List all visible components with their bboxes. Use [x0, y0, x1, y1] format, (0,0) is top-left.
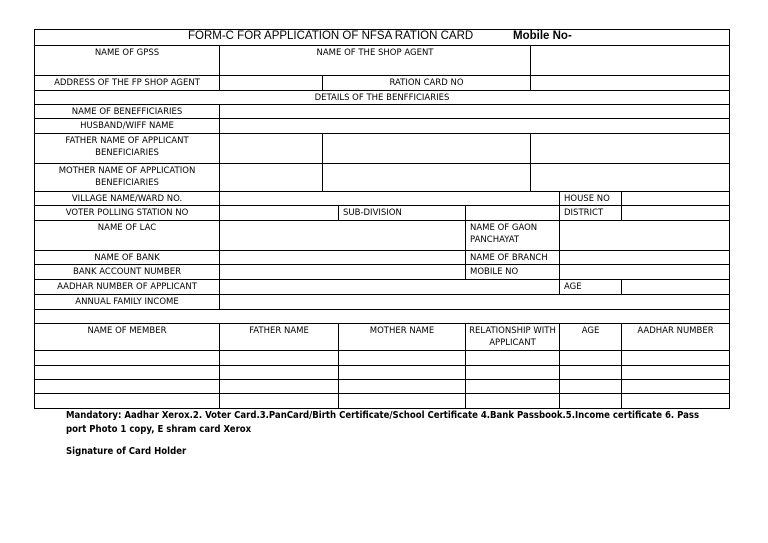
member-row-2-cell-5[interactable]	[559, 365, 622, 380]
gaon-panchayat-label: NAME OF GAON PANCHAYAT	[465, 220, 560, 251]
member-row-4-cell-5[interactable]	[559, 393, 622, 409]
gpss-label: NAME OF GPSS	[34, 45, 220, 76]
income-label: ANNUAL FAMILY INCOME	[34, 294, 220, 310]
gaon-panchayat-value-cell[interactable]	[559, 220, 730, 251]
member-row-1-cell-2[interactable]	[219, 350, 339, 366]
member-row-4-cell-6[interactable]	[621, 393, 730, 409]
mobile-number-label: Mobile No-	[513, 30, 572, 42]
member-row-2-cell-4[interactable]	[465, 365, 560, 380]
member-col-age: AGE	[559, 323, 622, 351]
income-value-cell[interactable]	[219, 294, 730, 310]
member-row-1-cell-4[interactable]	[465, 350, 560, 366]
member-col-name: NAME OF MEMBER	[34, 323, 220, 351]
mother-name-cell-2[interactable]	[322, 163, 531, 192]
fp-address-label: ADDRESS OF THE FP SHOP AGENT	[34, 75, 220, 91]
member-row-3-cell-2[interactable]	[219, 379, 339, 394]
member-row-4-cell-2[interactable]	[219, 393, 339, 409]
member-col-aadhar: AADHAR NUMBER	[621, 323, 730, 351]
mandatory-documents-note: Mandatory: Aadhar Xerox.2. Voter Card.3.PanCard/Birth Certificate/School Certificate 4.Bank Passbook.5.Income certificate 6. Pass port Photo 1 copy, E shram card Xerox	[66, 410, 700, 435]
member-col-relationship: RELATIONSHIP WITH APPLICANT	[465, 323, 560, 351]
lac-label: NAME OF LAC	[34, 220, 220, 251]
applicant-age-label: AGE	[559, 279, 622, 295]
voter-station-value-cell[interactable]	[219, 205, 339, 221]
father-name-cell-2[interactable]	[322, 133, 531, 164]
house-no-label: HOUSE NO	[559, 191, 622, 206]
branch-value-cell[interactable]	[559, 250, 730, 265]
mother-name-cell-1[interactable]	[219, 163, 323, 192]
beneficiaries-value-cell[interactable]	[219, 104, 730, 119]
mobile-no-label: MOBILE NO	[465, 264, 560, 280]
district-label: DISTRICT	[559, 205, 622, 221]
sub-division-value-cell[interactable]	[465, 205, 560, 221]
form-title: FORM-C FOR APPLICATION OF NFSA RATION CARD	[188, 30, 474, 42]
mobile-no-value-cell[interactable]	[559, 264, 730, 280]
member-row-1-cell-1[interactable]	[34, 350, 220, 366]
member-row-1-cell-3[interactable]	[338, 350, 466, 366]
village-label: VILLAGE NAME/WARD NO.	[34, 191, 220, 206]
district-value-cell[interactable]	[621, 205, 730, 221]
applicant-age-value-cell[interactable]	[621, 279, 730, 295]
bank-label: NAME OF BANK	[34, 250, 220, 265]
member-row-2-cell-2[interactable]	[219, 365, 339, 380]
signature-label: Signature of Card Holder	[66, 446, 187, 457]
branch-label: NAME OF BRANCH	[465, 250, 560, 265]
sub-division-label: SUB-DIVISION	[338, 205, 466, 221]
member-col-mother: MOTHER NAME	[338, 323, 466, 351]
mother-name-cell-3[interactable]	[530, 163, 730, 192]
details-header: DETAILS OF THE BENFFICIARIES	[34, 90, 730, 105]
member-row-2-cell-1[interactable]	[34, 365, 220, 380]
ration-card-value-cell[interactable]	[530, 75, 730, 91]
aadhar-applicant-label: AADHAR NUMBER OF APPLICANT	[34, 279, 220, 295]
member-row-3-cell-5[interactable]	[559, 379, 622, 394]
member-row-1-cell-5[interactable]	[559, 350, 622, 366]
father-name-cell-3[interactable]	[530, 133, 730, 164]
husband-wife-value-cell[interactable]	[219, 118, 730, 134]
member-col-father: FATHER NAME	[219, 323, 339, 351]
bank-account-value-cell[interactable]	[219, 264, 466, 280]
father-name-cell-1[interactable]	[219, 133, 323, 164]
shop-agent-value-cell[interactable]	[530, 45, 730, 76]
beneficiaries-label: NAME OF BENEFFICIARIES	[34, 104, 220, 119]
lac-value-cell[interactable]	[219, 220, 466, 251]
spacer-row[interactable]	[34, 309, 730, 324]
member-row-2-cell-6[interactable]	[621, 365, 730, 380]
father-name-label: FATHER NAME OF APPLICANT BENEFICIARIES	[34, 133, 220, 164]
bank-value-cell[interactable]	[219, 250, 466, 265]
member-row-4-cell-4[interactable]	[465, 393, 560, 409]
member-row-3-cell-3[interactable]	[338, 379, 466, 394]
mother-name-label: MOTHER NAME OF APPLICATION BENEFICIARIES	[34, 163, 220, 192]
shop-agent-label: NAME OF THE SHOP AGENT	[219, 45, 531, 76]
member-row-1-cell-6[interactable]	[621, 350, 730, 366]
voter-station-label: VOTER POLLING STATION NO	[34, 205, 220, 221]
aadhar-applicant-value-cell[interactable]	[219, 279, 560, 295]
member-row-4-cell-3[interactable]	[338, 393, 466, 409]
member-row-3-cell-1[interactable]	[34, 379, 220, 394]
ration-card-label: RATION CARD NO	[322, 75, 531, 91]
member-row-2-cell-3[interactable]	[338, 365, 466, 380]
husband-wife-label: HUSBAND/WIFF NAME	[34, 118, 220, 134]
fp-address-value-cell[interactable]	[219, 75, 323, 91]
bank-account-label: BANK ACCOUNT NUMBER	[34, 264, 220, 280]
house-no-value-cell[interactable]	[621, 191, 730, 206]
village-value-cell[interactable]	[219, 191, 560, 206]
member-row-3-cell-6[interactable]	[621, 379, 730, 394]
member-row-3-cell-4[interactable]	[465, 379, 560, 394]
member-row-4-cell-1[interactable]	[34, 393, 220, 409]
